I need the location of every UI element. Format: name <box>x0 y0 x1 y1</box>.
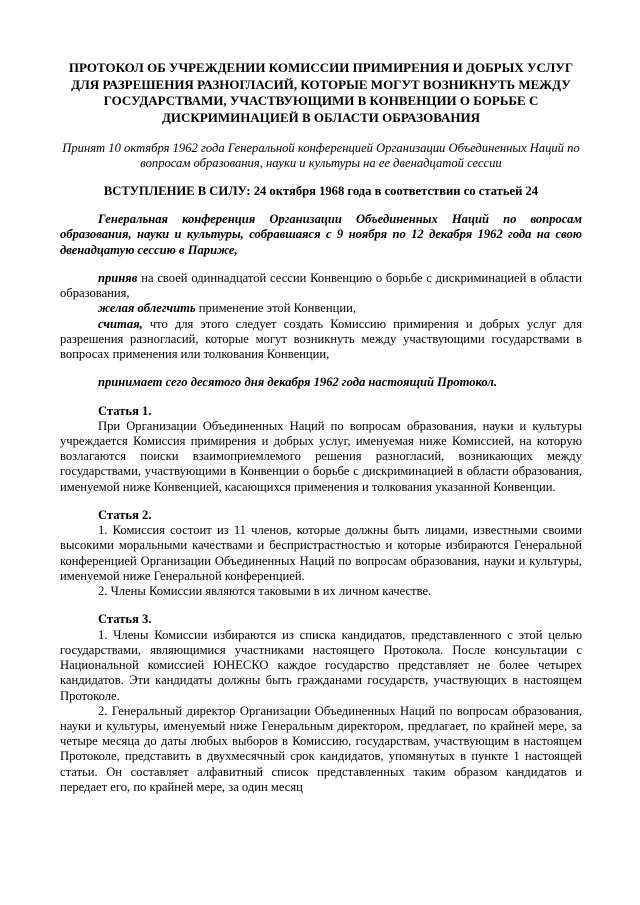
preamble-clause-2 <box>60 301 582 316</box>
article-2-paragraph-2: 2. Члены Комиссии являются таковыми в их личном качестве. <box>98 584 432 599</box>
entry-into-force: ВСТУПЛЕНИЕ В СИЛУ: 24 октября 1968 года в соответствии со статьей 24 <box>103 183 539 198</box>
preamble-opening: Генеральная конференция Организации Объединенных Наций по вопросам образования, науки и культуры, собравшаяся с 9 ноября по 12 декабря 1962 года на свою двенадцатую сессию в Париже, <box>60 212 582 257</box>
article-2-paragraph-1: 1. Комиссия состоит из 11 членов, которые должны быть лицами, известными своими высокими моральными качествами и беспристрастностью и которые избираются Генеральной конференцией Организации Объединенных Наций по вопросам образования, науки и культуры, именуемой ниже Генеральной конференцией. <box>60 523 582 583</box>
enactment-line: принимает сего десятого дня декабря 1962 года настоящий Протокол. <box>98 375 497 390</box>
adoption-note: Принят 10 октября 1962 года Генеральной конференцией Организации Объединенных Наций по вопросам образования, науки и культуры на ее двенадцатой сессии <box>62 140 580 170</box>
preamble-clause-3 <box>60 317 582 363</box>
article-3-paragraph-1: 1. Члены Комиссии избираются из списка кандидатов, представленного с этой целью государствами, являющимися участниками настоящего Протокола. После консультации с Национальной комиссией ЮНЕСКО каждое государство представляет не более четырех кандидатов. Эти кандидаты должны быть гражданами государств, участвующих в настоящем Протоколе. <box>60 627 582 703</box>
clause-1-lead: приняв <box>98 270 138 285</box>
preamble-clause-1 <box>60 271 582 301</box>
document-title: ПРОТОКОЛ ОБ УЧРЕЖДЕНИИ КОМИССИИ ПРИМИРЕНИЯ И ДОБРЫХ УСЛУГ ДЛЯ РАЗРЕШЕНИЯ РАЗНОГЛАСИЙ, КОТОРЫЕ МОГУТ ВОЗНИКНУТЬ МЕЖДУ ГОСУДАРСТВАМИ, УЧАСТВУЮЩИМИ В КОНВЕНЦИИ О БОРЬБЕ С ДИСКРИМИНАЦИЕЙ В ОБЛАСТИ ОБРАЗОВАНИЯ <box>68 60 574 125</box>
clause-2-text: применение этой Конвенции, <box>195 301 356 316</box>
article-1-heading: Статья 1. <box>98 403 152 418</box>
clause-1-text: на своей одиннадцатой сессии Конвенцию о борьбе с дискриминацией в области образования, <box>60 270 582 301</box>
clause-3-text: что для этого следует создать Комиссию примирения и добрых услуг для разрешения разногласий, которые могут возникнуть между участвующими государствами в вопросах применения или толкования Конвенции, <box>60 316 582 362</box>
article-2-heading: Статья 2. <box>98 507 152 522</box>
article-1-paragraph-1: При Организации Объединенных Наций по вопросам образования, науки и культуры учреждается Комиссия примирения и добрых услуг, именуемая ниже Комиссией, на которую возлагаются поиски взаимоприемлемого решения разногласий, возникающих между государствами, участвующими в Конвенции о борьбе с дискриминацией в области образования, именуемой ниже Конвенцией, касающихся применения и толкования указанной Конвенции. <box>60 418 582 494</box>
article-3-heading: Статья 3. <box>98 612 152 627</box>
article-3-paragraph-2: 2. Генеральный директор Организации Объединенных Наций по вопросам образования, науки и культуры, именуемый ниже Генеральным директором, предлагает, по крайней мере, за четыре месяца до даты любых выборов в Комиссию, государствам, участвующим в настоящем Протоколе, представить в двухмесячный срок кандидатов, упомянутых в пункте 1 настоящей статьи. Он составляет алфавитный список представленных таким образом кандидатов и передает его, по крайней мере, за один месяц <box>60 703 582 794</box>
clause-3-lead: считая, <box>98 316 143 331</box>
clause-2-lead: желая облегчить <box>98 301 196 316</box>
